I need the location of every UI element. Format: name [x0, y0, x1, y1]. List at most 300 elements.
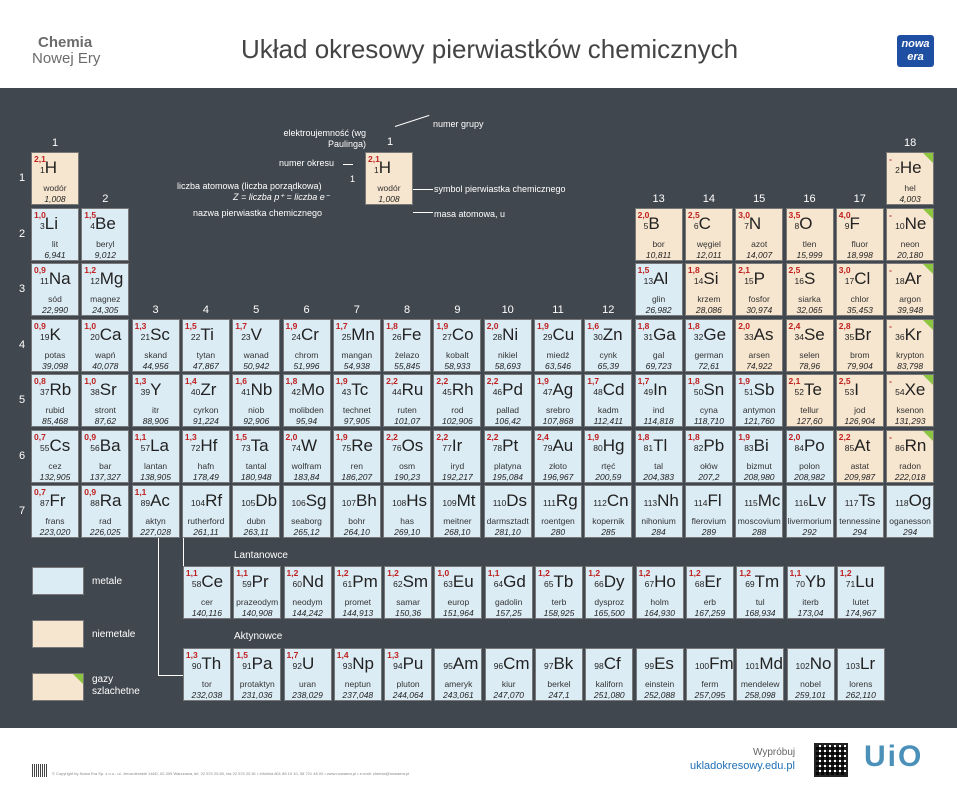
- key-example-sym: H: [378, 158, 392, 177]
- element-cell-u[interactable]: [284, 648, 332, 701]
- symbol-text: U: [301, 654, 315, 673]
- element-name: skand: [144, 349, 167, 360]
- atomic-mass: 26,982: [645, 305, 672, 315]
- element-cell-ca[interactable]: [81, 319, 129, 372]
- element-cell-in[interactable]: [635, 374, 683, 427]
- element-cell-h[interactable]: [31, 152, 79, 205]
- element-cell-i[interactable]: [836, 374, 884, 427]
- element-cell-lr[interactable]: [837, 648, 885, 701]
- symbol-text: Po: [803, 435, 825, 455]
- group-header-17: 17: [853, 192, 866, 205]
- element-name: osm: [399, 460, 416, 471]
- atomic-number: 105: [241, 498, 256, 508]
- electronegativity: 2,2: [386, 376, 398, 386]
- website-link[interactable]: ukladokresowy.edu.pl: [690, 760, 795, 772]
- element-cell-at[interactable]: [836, 430, 884, 483]
- atomic-number: 78: [492, 442, 503, 453]
- symbol-text: Ac: [150, 491, 170, 510]
- element-cell-n[interactable]: [735, 208, 783, 261]
- atomic-number: 91: [242, 661, 252, 671]
- electronegativity: 1,4: [336, 650, 349, 660]
- element-symbol: [644, 325, 676, 345]
- element-name: aktyn: [145, 516, 166, 526]
- legend-noble-label: gazy szlachetne: [92, 674, 140, 697]
- element-cell-ta[interactable]: [232, 430, 280, 483]
- element-cell-co[interactable]: [433, 319, 481, 372]
- element-cell-li[interactable]: [31, 208, 79, 261]
- element-cell-mc[interactable]: [735, 485, 783, 538]
- element-symbol: [744, 436, 769, 456]
- element-cell-zr[interactable]: [182, 374, 230, 427]
- element-symbol: [90, 380, 116, 400]
- element-cell-db[interactable]: [232, 485, 280, 538]
- element-symbol: [895, 325, 921, 345]
- atomic-number: 73: [241, 442, 251, 453]
- electronegativity: 2,0: [285, 431, 298, 442]
- symbol-text: Mt: [456, 491, 476, 510]
- atomic-number: 31: [643, 331, 654, 342]
- element-name: tytan: [196, 349, 216, 360]
- atomic-mass: 174,967: [845, 608, 877, 618]
- element-symbol: [795, 491, 827, 511]
- atomic-mass: 251,080: [593, 690, 625, 700]
- element-cell-rh[interactable]: [433, 374, 481, 427]
- element-name: pluton: [396, 679, 420, 689]
- element-cell-lu[interactable]: [837, 566, 885, 619]
- element-cell-th[interactable]: [183, 648, 231, 701]
- electronegativity: -: [889, 431, 892, 442]
- element-name: uran: [298, 679, 316, 689]
- element-cell-cl[interactable]: [836, 263, 884, 316]
- element-symbol: [40, 380, 71, 400]
- element-symbol: [796, 654, 832, 674]
- element-symbol: [593, 325, 622, 345]
- atomic-mass: 9,012: [94, 249, 116, 260]
- symbol-text: Tm: [754, 572, 780, 591]
- element-symbol: [90, 269, 123, 289]
- element-cell-ne[interactable]: [886, 208, 934, 261]
- element-cell-cr[interactable]: [283, 319, 331, 372]
- atomic-number: 111: [543, 498, 556, 508]
- element-cell-eu[interactable]: [434, 566, 482, 619]
- electronegativity: 2,0: [486, 320, 499, 331]
- atomic-number: 99: [644, 661, 655, 671]
- element-cell-mt[interactable]: [433, 485, 481, 538]
- electronegativity: 1,9: [285, 320, 298, 331]
- electronegativity: 2,1: [788, 376, 801, 386]
- atomic-mass: 1,008: [44, 194, 66, 204]
- atomic-number: 86: [895, 442, 905, 453]
- element-cell-nb[interactable]: [232, 374, 280, 427]
- electronegativity: 1,9: [335, 376, 348, 386]
- atomic-number: 98: [594, 661, 604, 671]
- uio-logo: UiO: [864, 740, 924, 773]
- atomic-mass: 65,39: [597, 360, 619, 371]
- atomic-mass: 168,934: [744, 608, 776, 618]
- element-cell-s[interactable]: [786, 263, 834, 316]
- atomic-mass: 243,061: [443, 690, 474, 700]
- element-cell-ti[interactable]: [182, 319, 230, 372]
- element-cell-pt[interactable]: [484, 430, 532, 483]
- element-cell-ir[interactable]: [433, 430, 481, 483]
- atomic-number: 117: [844, 498, 859, 508]
- atomic-mass: 265,12: [293, 527, 320, 537]
- symbol-text: He: [899, 158, 922, 177]
- element-symbol: [796, 572, 826, 592]
- symbol-text: Cl: [854, 269, 871, 288]
- element-cell-gd[interactable]: [485, 566, 533, 619]
- element-cell-br[interactable]: [836, 319, 884, 372]
- element-cell-rg[interactable]: [534, 485, 582, 538]
- element-cell-cu[interactable]: [534, 319, 582, 372]
- element-cell-ba[interactable]: [81, 430, 129, 483]
- element-symbol: [242, 572, 268, 592]
- element-cell-tm[interactable]: [736, 566, 784, 619]
- electronegativity: 1,6: [587, 320, 600, 331]
- element-cell-fr[interactable]: [31, 485, 79, 538]
- element-cell-yb[interactable]: [787, 566, 835, 619]
- element-name: wolfram: [291, 460, 322, 471]
- element-cell-mg[interactable]: [81, 263, 129, 316]
- element-cell-tc[interactable]: [333, 374, 381, 427]
- atomic-number: 81: [643, 442, 654, 453]
- atomic-mass: 208,982: [794, 471, 825, 482]
- key-period-value: 1: [350, 174, 356, 184]
- symbol-text: Ds: [506, 491, 528, 510]
- atomic-mass: 140,116: [191, 608, 222, 618]
- element-cell-xe[interactable]: [886, 374, 934, 427]
- element-cell-ru[interactable]: [383, 374, 431, 427]
- electronegativity: -: [889, 265, 892, 275]
- qr-code-image[interactable]: [814, 743, 848, 777]
- atomic-number: 56: [90, 442, 100, 453]
- element-cell-cm[interactable]: [485, 648, 533, 701]
- element-cell-re[interactable]: [333, 430, 381, 483]
- element-cell-w[interactable]: [283, 430, 331, 483]
- element-cell-f[interactable]: [836, 208, 884, 261]
- element-symbol: [392, 325, 421, 345]
- atomic-number: 75: [341, 442, 352, 453]
- atomic-mass: 195,084: [492, 471, 524, 482]
- element-cell-rn[interactable]: [886, 430, 934, 483]
- element-cell-ra[interactable]: [81, 485, 129, 538]
- electronegativity: 2,2: [436, 431, 449, 442]
- atomic-mass: 92,906: [243, 416, 270, 426]
- symbol-text: Al: [653, 269, 669, 288]
- element-cell-po[interactable]: [786, 430, 834, 483]
- element-cell-ge[interactable]: [685, 319, 733, 372]
- symbol-text: Tc: [351, 380, 369, 399]
- electronegativity: 0,8: [34, 376, 46, 386]
- element-cell-sg[interactable]: [283, 485, 331, 538]
- element-name: meitner: [443, 516, 472, 526]
- element-cell-no[interactable]: [787, 648, 835, 701]
- electronegativity: 1,9: [537, 320, 549, 331]
- element-cell-fl[interactable]: [685, 485, 733, 538]
- element-cell-kr[interactable]: [886, 319, 934, 372]
- element-symbol: [744, 325, 773, 345]
- electronegativity: 1,3: [185, 650, 198, 660]
- symbol-text: Pr: [251, 572, 269, 591]
- element-cell-rf[interactable]: [182, 485, 230, 538]
- symbol-text: Sr: [99, 380, 117, 399]
- element-cell-pd[interactable]: [484, 374, 532, 427]
- element-cell-ar[interactable]: [886, 263, 934, 316]
- element-cell-bk[interactable]: [535, 648, 583, 701]
- element-cell-fm[interactable]: [686, 648, 734, 701]
- element-cell-lv[interactable]: [786, 485, 834, 538]
- atomic-mass: 47,867: [192, 360, 219, 371]
- element-symbol: [744, 491, 780, 511]
- symbol-text: Fr: [49, 491, 66, 510]
- element-cell-er[interactable]: [686, 566, 734, 619]
- element-cell-he[interactable]: [886, 152, 934, 205]
- element-name: lutet: [852, 597, 869, 607]
- element-cell-te[interactable]: [786, 374, 834, 427]
- element-cell-ni[interactable]: [484, 319, 532, 372]
- symbol-text: Ra: [99, 491, 122, 510]
- element-cell-ag[interactable]: [534, 374, 582, 427]
- element-cell-ho[interactable]: [636, 566, 684, 619]
- element-cell-la[interactable]: [132, 430, 180, 483]
- element-cell-c[interactable]: [685, 208, 733, 261]
- element-cell-v[interactable]: [232, 319, 280, 372]
- element-cell-pu[interactable]: [384, 648, 432, 701]
- element-cell-og[interactable]: [886, 485, 934, 538]
- symbol-text: Hs: [406, 491, 428, 510]
- element-cell-ac[interactable]: [132, 485, 180, 538]
- element-cell-pm[interactable]: [334, 566, 382, 619]
- atomic-number: 29: [543, 331, 553, 342]
- element-name: argon: [899, 294, 921, 304]
- element-symbol: [393, 654, 423, 674]
- element-cell-p[interactable]: [735, 263, 783, 316]
- symbol-text: Hg: [602, 435, 625, 455]
- element-cell-ds[interactable]: [484, 485, 532, 538]
- element-cell-pb[interactable]: [685, 430, 733, 483]
- symbol-text: Au: [552, 435, 574, 455]
- atomic-mass: 44,956: [142, 360, 169, 371]
- element-name: darmsztadt: [486, 516, 529, 526]
- atomic-number: 11: [40, 276, 49, 286]
- element-cell-dy[interactable]: [585, 566, 633, 619]
- atomic-mass: 6,941: [44, 249, 66, 260]
- element-name: protaktyn: [239, 679, 275, 689]
- element-name: kobalt: [446, 349, 469, 360]
- atomic-number: 89: [140, 498, 151, 508]
- element-name: molibden: [289, 405, 324, 415]
- element-name: neptun: [344, 679, 371, 689]
- atomic-mass: 209,987: [844, 471, 876, 482]
- group-header-16: 16: [803, 192, 816, 205]
- element-cell-cd[interactable]: [584, 374, 632, 427]
- electronegativity: -: [889, 376, 892, 386]
- symbol-text: Pa: [251, 654, 273, 673]
- atomic-mass: 140,908: [241, 608, 273, 618]
- symbol-text: Pb: [703, 435, 725, 455]
- electronegativity: 1,0: [34, 209, 46, 220]
- group-header-8: 8: [404, 303, 411, 316]
- symbol-text: Tl: [653, 435, 668, 455]
- group-header-11: 11: [552, 303, 564, 316]
- element-cell-rb[interactable]: [31, 374, 79, 427]
- element-cell-es[interactable]: [636, 648, 684, 701]
- element-cell-as[interactable]: [735, 319, 783, 372]
- symbol-text: Nb: [250, 380, 273, 399]
- atomic-number: 10: [895, 220, 905, 231]
- element-cell-cf[interactable]: [585, 648, 633, 701]
- atomic-number: 44: [392, 387, 402, 397]
- element-symbol: [745, 572, 779, 592]
- atomic-number: 22: [190, 331, 201, 342]
- element-cell-ce[interactable]: [183, 566, 231, 619]
- electronegativity: 1,1: [487, 568, 500, 578]
- element-cell-zn[interactable]: [584, 319, 632, 372]
- electronegativity: 2,5: [687, 209, 700, 220]
- element-cell-nh[interactable]: [635, 485, 683, 538]
- element-cell-se[interactable]: [786, 319, 834, 372]
- element-cell-al[interactable]: [635, 263, 683, 316]
- atomic-number: 77: [442, 442, 452, 453]
- electronegativity: 1,2: [286, 568, 299, 578]
- atomic-mass: 39,948: [897, 305, 924, 315]
- atomic-mass: 18,998: [846, 249, 873, 260]
- symbol-text: Cf: [603, 654, 621, 673]
- symbol-text: K: [49, 324, 61, 344]
- element-cell-am[interactable]: [434, 648, 482, 701]
- element-name: miedź: [546, 349, 570, 360]
- atomic-number: 90: [191, 661, 202, 671]
- electronegativity: 1,4: [184, 376, 197, 386]
- period-label-6: 6: [18, 449, 26, 462]
- element-cell-sb[interactable]: [735, 374, 783, 427]
- page-title: Układ okresowy pierwiastków chemicznych: [241, 34, 739, 64]
- group-header-13: 13: [652, 192, 665, 205]
- atomic-number: 57: [140, 442, 151, 453]
- element-cell-sm[interactable]: [384, 566, 432, 619]
- element-name: ferm: [701, 679, 719, 689]
- symbol-text: Cn: [606, 491, 629, 510]
- atomic-mass: 107,868: [542, 416, 574, 426]
- element-cell-na[interactable]: [31, 263, 79, 316]
- element-cell-cn[interactable]: [584, 485, 632, 538]
- symbol-text: Am: [452, 654, 479, 673]
- atomic-mass: 190,23: [394, 471, 421, 482]
- element-symbol: [141, 491, 170, 511]
- atomic-mass: 88,906: [142, 416, 169, 426]
- element-symbol: [895, 436, 926, 456]
- element-symbol: [40, 436, 70, 456]
- element-name: moscovium: [737, 516, 781, 526]
- atomic-mass: 263,11: [243, 527, 269, 537]
- electronegativity: -: [889, 320, 892, 331]
- atomic-mass: 10,811: [645, 249, 672, 260]
- element-cell-ts[interactable]: [836, 485, 884, 538]
- atomic-mass: 165,500: [593, 608, 625, 618]
- symbol-text: Sn: [703, 380, 725, 399]
- element-cell-pa[interactable]: [233, 648, 281, 701]
- symbol-text: Cu: [552, 324, 575, 344]
- element-name: radon: [899, 460, 921, 471]
- atomic-mass: 284: [651, 527, 666, 537]
- atomic-number: 87: [40, 498, 50, 508]
- atomic-mass: 78,96: [798, 360, 821, 371]
- atomic-number: 43: [341, 387, 352, 397]
- element-cell-os[interactable]: [383, 430, 431, 483]
- element-cell-np[interactable]: [334, 648, 382, 701]
- element-cell-b[interactable]: [635, 208, 683, 261]
- electronegativity: 2,0: [738, 320, 751, 331]
- element-cell-hs[interactable]: [383, 485, 431, 538]
- element-cell-au[interactable]: [534, 430, 582, 483]
- element-cell-sn[interactable]: [685, 374, 733, 427]
- atomic-number: 35: [844, 331, 855, 342]
- element-name: german: [694, 349, 724, 360]
- element-cell-cs[interactable]: [31, 430, 79, 483]
- symbol-text: Co: [451, 324, 474, 344]
- element-cell-hf[interactable]: [182, 430, 230, 483]
- atomic-number: 69: [745, 579, 755, 589]
- website-hint: Wypróbuj: [753, 747, 796, 758]
- atomic-mass: 39,098: [42, 360, 68, 371]
- element-cell-k[interactable]: [31, 319, 79, 372]
- element-symbol: [795, 325, 825, 345]
- element-cell-si[interactable]: [685, 263, 733, 316]
- atomic-number: 5: [643, 220, 649, 231]
- period-label-4: 4: [18, 338, 26, 351]
- element-cell-bh[interactable]: [333, 485, 381, 538]
- element-cell-tl[interactable]: [635, 430, 683, 483]
- atomic-number: 63: [443, 579, 453, 589]
- element-symbol: [694, 325, 726, 345]
- element-cell-nd[interactable]: [284, 566, 332, 619]
- element-cell-mn[interactable]: [333, 319, 381, 372]
- element-name: krypton: [896, 349, 925, 360]
- element-symbol: [593, 436, 624, 456]
- atomic-number: 33: [744, 331, 754, 342]
- symbol-text: Ir: [451, 435, 463, 455]
- element-name: brom: [850, 349, 870, 360]
- brand-subtitle: Nowej Ery: [32, 50, 101, 67]
- symbol-text: Sc: [150, 324, 170, 344]
- symbol-text: Lu: [855, 572, 875, 591]
- element-cell-bi[interactable]: [735, 430, 783, 483]
- element-cell-be[interactable]: [81, 208, 129, 261]
- element-cell-fe[interactable]: [383, 319, 431, 372]
- electronegativity: 2,5: [788, 265, 801, 275]
- element-cell-hg[interactable]: [584, 430, 632, 483]
- electronegativity: 1,7: [235, 320, 248, 331]
- group-header-6: 6: [303, 303, 310, 316]
- key-example-mass: 1,008: [378, 194, 400, 204]
- element-symbol: [644, 436, 668, 456]
- element-cell-ga[interactable]: [635, 319, 683, 372]
- element-name: kadm: [597, 405, 619, 415]
- element-cell-sc[interactable]: [132, 319, 180, 372]
- element-cell-sr[interactable]: [81, 374, 129, 427]
- symbol-text: Og: [908, 491, 932, 510]
- atomic-number: 60: [292, 579, 302, 589]
- element-cell-y[interactable]: [132, 374, 180, 427]
- atomic-mass: 101,07: [394, 416, 421, 426]
- element-cell-md[interactable]: [736, 648, 784, 701]
- element-cell-o[interactable]: [786, 208, 834, 261]
- element-name: nikiel: [498, 349, 518, 360]
- element-cell-mo[interactable]: [283, 374, 331, 427]
- element-cell-pr[interactable]: [233, 566, 281, 619]
- element-cell-tb[interactable]: [535, 566, 583, 619]
- atomic-mass: 244,064: [392, 690, 424, 700]
